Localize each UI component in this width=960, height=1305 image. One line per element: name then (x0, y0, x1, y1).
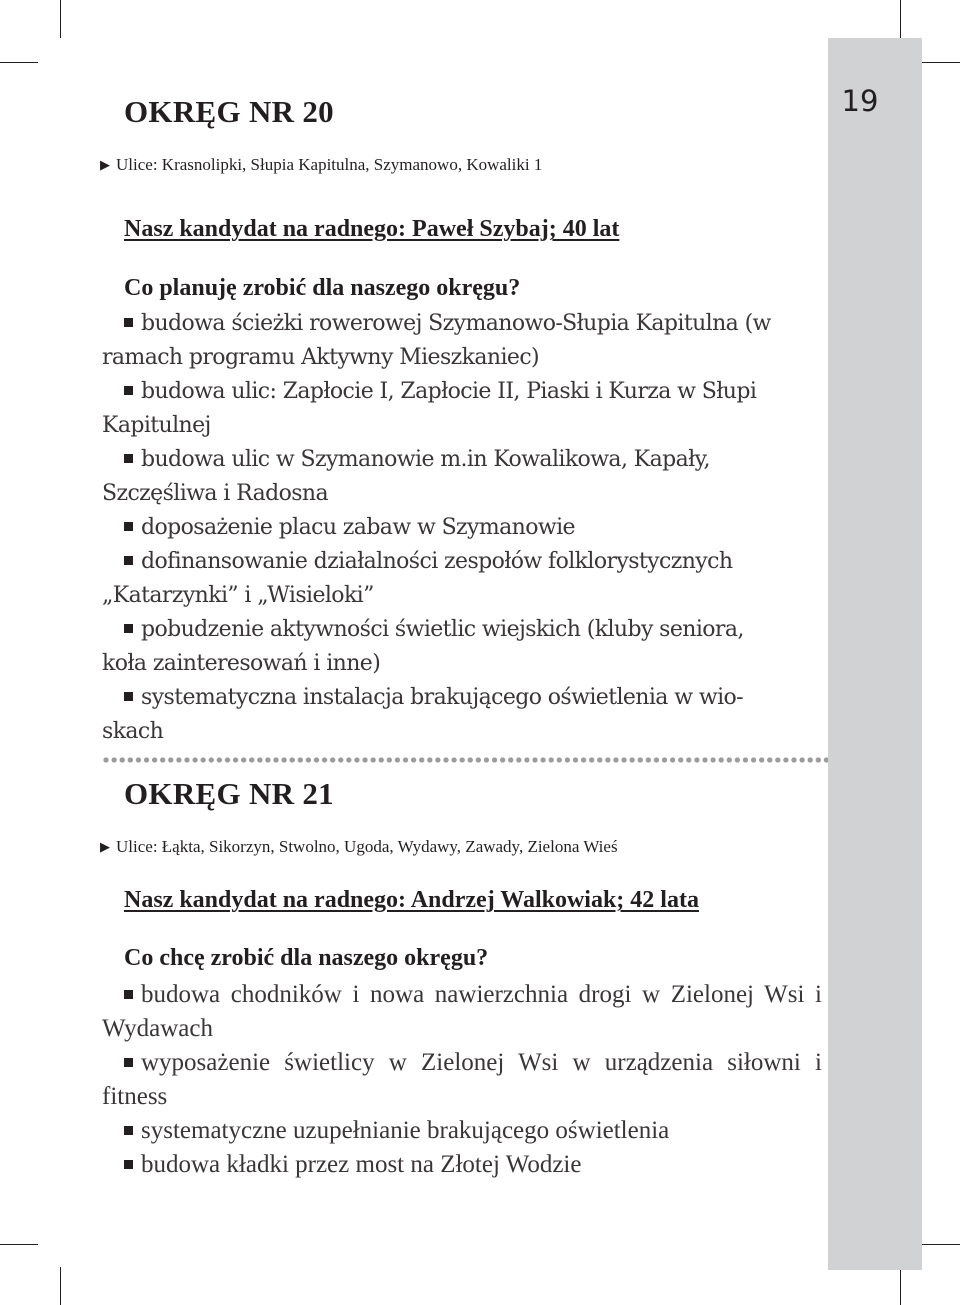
list-item (102, 375, 792, 443)
list-item (102, 1114, 822, 1148)
list-item-text: systematyczne uzupełnianie brakującego oświetlenia (141, 1117, 670, 1144)
crop-mark-right-bottom (922, 1244, 960, 1245)
streets-text: Ulice: Łąkta, Sikorzyn, Stwolno, Ugoda, Wydawy, Zawady, Zielona Wieś (116, 837, 618, 856)
square-bullet-icon (124, 318, 133, 327)
square-bullet-icon (124, 1058, 133, 1067)
crop-mark-right-top (922, 62, 960, 63)
plans-heading: Co chcę zrobić dla naszego okręgu? (124, 945, 489, 971)
page-number: 19 (841, 84, 879, 118)
list-item-text: budowa ulic: Zapłocie I, Zapłocie II, Piaski i Kurza w Słupi Kapitulnej (102, 379, 757, 438)
list-item-text: budowa ścieżki rowerowej Szymanowo-Słupia Kapitulna (w ramach programu Aktywny Mieszkaniec) (102, 311, 771, 370)
streets-text: Ulice: Krasnolipki, Słupia Kapitulna, Szymanowo, Kowaliki 1 (116, 155, 543, 174)
district-title: OKRĘG NR 20 (124, 94, 334, 129)
square-bullet-icon (124, 990, 133, 999)
square-bullet-icon (124, 624, 133, 633)
list-item (102, 978, 822, 1046)
list-item-text: wyposażenie świetlicy w Zielonej Wsi w urządzenia siłowni i fitness (102, 1049, 822, 1110)
list-item-text: dofinansowanie działalności zespołów folklorystycznych „Katarzynki” i „Wisieloki” (102, 549, 733, 608)
list-item (102, 681, 792, 749)
list-item (102, 511, 792, 545)
square-bullet-icon (124, 1126, 133, 1135)
crop-mark-top-left (60, 0, 61, 38)
crop-mark-bottom-left (60, 1267, 61, 1305)
candidate-name: Nasz kandydat na radnego: Andrzej Walkowiak; 42 lata (124, 887, 699, 913)
plans-heading: Co planuję zrobić dla naszego okręgu? (124, 275, 521, 301)
list-item (102, 1046, 822, 1114)
list-item (102, 307, 792, 375)
candidate-name: Nasz kandydat na radnego: Paweł Szybaj; 40 lat (124, 216, 620, 242)
crop-mark-bottom-right (900, 1267, 901, 1305)
streets-line (100, 155, 542, 175)
streets-line (100, 837, 618, 857)
list-item-text: doposażenie placu zabaw w Szymanowie (141, 515, 575, 540)
list-item (102, 1148, 822, 1182)
square-bullet-icon (124, 1160, 133, 1169)
crop-mark-top-right (900, 0, 901, 38)
list-item (102, 545, 792, 613)
district-title: OKRĘG NR 21 (124, 776, 334, 811)
list-item-text: pobudzenie aktywności świetlic wiejskich (kluby seniora, koła zainteresowań i inne) (102, 617, 744, 676)
square-bullet-icon (124, 556, 133, 565)
right-triangle-arrow-icon: ▶ (100, 157, 110, 172)
dotted-divider (102, 756, 828, 764)
list-item-text: budowa ulic w Szymanowie m.in Kowalikowa, Kapały, Szczęśliwa i Radosna (102, 447, 710, 506)
square-bullet-icon (124, 522, 133, 531)
crop-mark-left-bottom (0, 1244, 38, 1245)
right-triangle-arrow-icon: ▶ (100, 839, 110, 854)
crop-mark-left-top (0, 62, 38, 63)
square-bullet-icon (124, 692, 133, 701)
square-bullet-icon (124, 386, 133, 395)
side-tab (828, 38, 922, 1270)
plans-list (102, 978, 822, 1182)
list-item (102, 443, 792, 511)
list-item-text: systematyczna instalacja brakującego oświetlenia w wioskach (102, 685, 744, 744)
list-item (102, 613, 792, 681)
square-bullet-icon (124, 454, 133, 463)
plans-list (102, 307, 792, 749)
list-item-text: budowa kładki przez most na Złotej Wodzie (141, 1151, 582, 1178)
list-item-text: budowa chodników i nowa nawierzchnia drogi w Zielonej Wsi i Wydawach (102, 981, 822, 1042)
